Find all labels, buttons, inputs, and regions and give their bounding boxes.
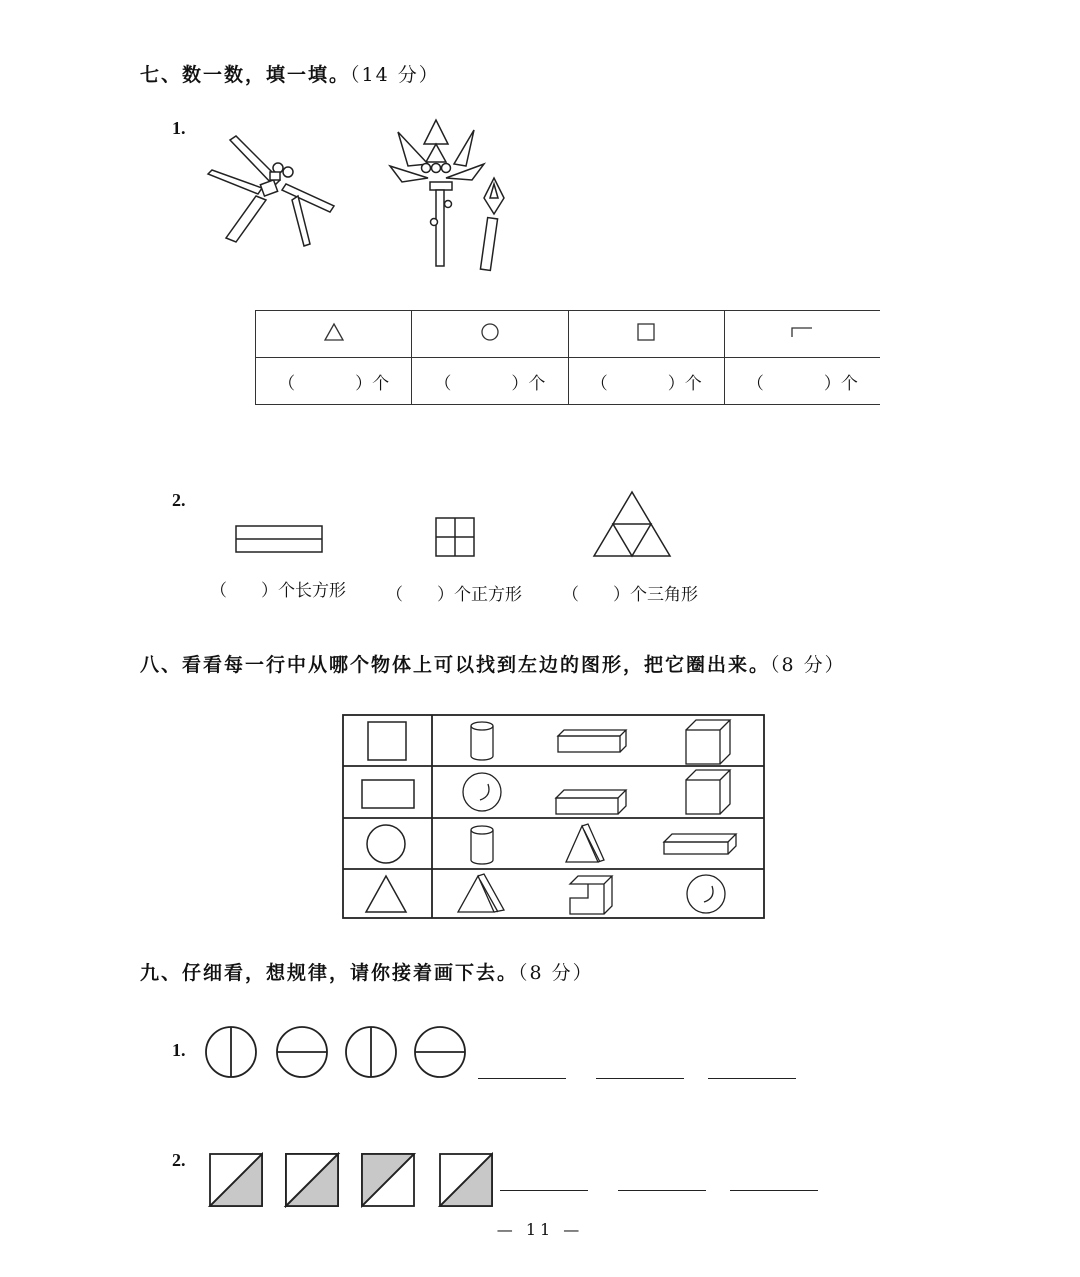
section-9-points: （8 分） (518, 962, 594, 984)
section-9-heading (140, 958, 594, 985)
q9-1-number: 1. (172, 1040, 186, 1060)
q9-1-answer-line-2[interactable] (596, 1078, 684, 1079)
count-cell-square (568, 311, 724, 358)
section-9-title: 九、仔细看，想规律，请你接着画下去。 (140, 962, 519, 984)
q9-1-answer-line-1[interactable] (478, 1078, 566, 1079)
section-7-heading (140, 60, 440, 87)
count-answer-square[interactable]: （ ）个 (568, 358, 724, 405)
circle-vertical-line-icon (346, 1027, 396, 1077)
count-table-answer-row (256, 358, 881, 405)
page-number: — 11 — (496, 1220, 584, 1239)
q9-2-answer-line-1[interactable] (500, 1190, 588, 1191)
square-pattern (208, 1152, 498, 1210)
circle-horizontal-line-icon (277, 1027, 327, 1077)
square-icon (635, 321, 657, 343)
q7-2-square-answer[interactable]: （ ）个正方形 (386, 585, 522, 605)
rectangle-icon (790, 325, 814, 339)
circle-icon (479, 321, 501, 343)
square-shaded-upper-right-icon (440, 1154, 492, 1206)
count-answer-rectangle[interactable]: （ ）个 (724, 358, 880, 405)
section-7-points: （14 分） (350, 64, 440, 86)
shape-object-grid (342, 714, 766, 920)
count-table-shape-row (256, 311, 881, 358)
q9-1-answer-line-3[interactable] (708, 1078, 796, 1079)
count-table (255, 310, 880, 405)
section-8-points: （8 分） (770, 654, 846, 676)
count-cell-triangle (256, 311, 412, 358)
square-shaded-lower-right-icon (210, 1154, 262, 1206)
q9-2-answer-line-3[interactable] (730, 1190, 818, 1191)
count-cell-circle (412, 311, 568, 358)
rectangles-figure (234, 524, 324, 556)
circle-vertical-line-icon (206, 1027, 256, 1077)
q7-2-rect-answer[interactable]: （ ）个长方形 (210, 581, 346, 601)
flower-figure (388, 118, 518, 278)
square-shaded-upper-right-icon (286, 1154, 338, 1206)
count-answer-triangle[interactable]: （ ）个 (256, 358, 412, 405)
triangle-icon (323, 322, 345, 342)
circle-pattern (204, 1024, 468, 1080)
section-7-title: 七、数一数，填一填。 (140, 64, 351, 86)
square-shaded-lower-right-icon (362, 1154, 414, 1206)
q7-1-number: 1. (172, 118, 186, 138)
section-8-title: 八、看看每一行中从哪个物体上可以找到左边的图形，把它圈出来。 (140, 654, 771, 676)
section-8-heading (140, 650, 846, 677)
squares-figure (434, 516, 478, 560)
q7-2-triangle-answer[interactable]: （ ）个三角形 (562, 585, 698, 605)
triangles-figure (592, 490, 674, 560)
count-cell-rectangle (724, 311, 880, 358)
q9-2-number: 2. (172, 1150, 186, 1170)
q9-2-answer-line-2[interactable] (618, 1190, 706, 1191)
count-answer-circle[interactable]: （ ）个 (412, 358, 568, 405)
q7-2-number: 2. (172, 490, 186, 510)
circle-horizontal-line-icon (415, 1027, 465, 1077)
dragonfly-figure (200, 130, 340, 260)
